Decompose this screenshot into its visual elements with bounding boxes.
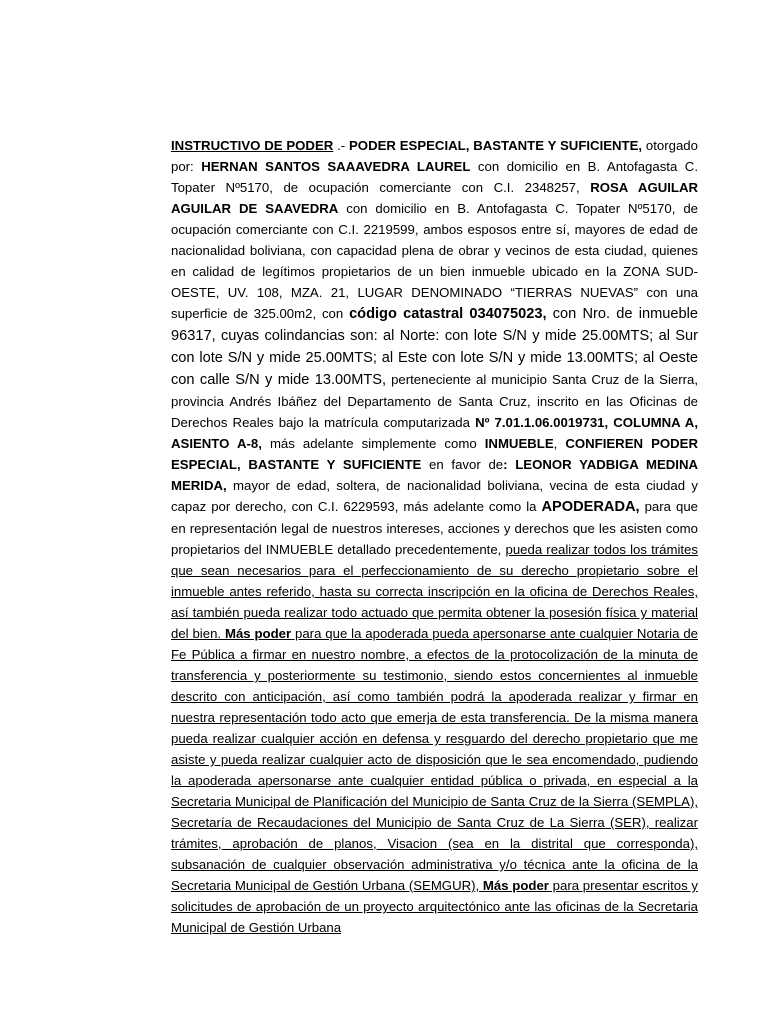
text-segment: para que en representación legal de nuestros intereses, acciones y derechos que les asisten como propietarios del INMUEBLE detallado precedentemente, [171, 499, 698, 557]
text-segment: PODER ESPECIAL, BASTANTE Y SUFICIENTE, [349, 138, 643, 153]
text-segment: pueda realizar todos los trámites que sean necesarios para el perfeccionamiento de su derecho propietario sobre el inmueble antes referido, hasta su correcta inscripción en la oficina de Derechos Reales, así también pueda realizar todo actuado que permita obtener la posesión física y material del bien. [171, 542, 698, 641]
text-segment: : LEONOR YADBIGA MEDINA MERIDA, [171, 457, 698, 493]
text-segment: INMUEBLE [484, 436, 554, 451]
text-segment: con domicilio en B. Antofagasta C. Topater Nº5170, de ocupación comerciante con C.I. 2219599, ambos esposos entre sí, mayores de edad de nacionalidad boliviana, con capacidad plena de obrar y vecinos de esta ciudad, quienes en calidad de legítimos propietarios de un bien inmueble ubicado en la ZONA SUD-OESTE, UV. 108, MZA. 21, LUGAR DENOMINADO “TIERRAS NUEVAS” con una superficie de 325.00m2, con [171, 201, 698, 321]
text-segment: código catastral 034075023, [349, 306, 547, 322]
text-segment: perteneciente al municipio Santa Cruz de la Sierra, provincia Andrés Ibáñez del Departamento de Santa Cruz, inscrito en las Oficinas de Derechos Reales bajo la matrícula computarizada [171, 372, 698, 430]
text-segment: otorgado por: [171, 138, 698, 174]
text-segment: .- [333, 138, 350, 153]
text-segment: Más poder [482, 878, 549, 893]
text-segment: mayor de edad, soltera, de nacionalidad boliviana, vecina de esta ciudad y capaz por derecho, con C.I. 6229593, más adelante como la [171, 478, 698, 514]
text-segment: APODERADA, [541, 499, 640, 515]
text-segment: , [553, 436, 566, 451]
text-segment: ROSA AGUILAR AGUILAR DE SAAVEDRA [171, 180, 698, 216]
text-segment: Nº 7.01.1.06.0019731, COLUMNA A, ASIENTO A-8, [171, 415, 698, 451]
text-segment: con Nro. de inmueble 96317, cuyas colindancias son: al Norte: con lote S/N y mide 25.00MTS; al Sur con lote S/N y mide 25.00MTS; al Este con lote S/N y mide 13.00MTS; al Oeste con calle S/N y mide 13.00MTS, [171, 306, 698, 388]
text-segment: CONFIEREN PODER ESPECIAL, BASTANTE Y SUFICIENTE [171, 436, 698, 472]
text-segment: con domicilio en B. Antofagasta C. Topater Nº5170, de ocupación comerciante con C.I. 2348257, [171, 159, 698, 195]
text-segment: Más poder [224, 626, 292, 641]
document-body [171, 135, 698, 938]
text-segment: HERNAN SANTOS SAAAVEDRA LAUREL [201, 159, 471, 174]
text-segment: para que la apoderada pueda apersonarse ante cualquier Notaria de Fe Pública a firmar en nuestro nombre, a efectos de la protocolización de la minuta de transferencia y posteriormente su testimonio, siendo estos concernientes al inmueble descrito con anticipación, así como también podrá la apoderada realizar y firmar en nuestra representación todo acto que emerja de esta transferencia. De la misma manera pueda realizar cualquier acción en defensa y resguardo del derecho propietario que me asiste y pueda realizar cualquier acto de disposición que le sea encomendado, pudiendo la apoderada apersonarse ante cualquier entidad pública o privada, en especial a la Secretaria Municipal de Planificación del Municipio de Santa Cruz de la Sierra (SEMPLA), Secretaría de Recaudaciones del Municipio de Santa Cruz de La Sierra (SER), realizar trámites, aprobación de planos, Visacion (sea en la distrital que corresponda), subsanación de cualquier observación administrativa y/o técnica ante la oficina de la Secretaria Municipal de Gestión Urbana (SEMGUR), [171, 626, 698, 893]
text-segment: INSTRUCTIVO DE PODER [171, 138, 334, 153]
text-segment: más adelante simplemente como [261, 436, 485, 451]
text-segment: en favor de [421, 457, 504, 472]
text-segment: para presentar escritos y solicitudes de aprobación de un proyecto arquitectónico ante las oficinas de la Secretaria Municipal de Gestión Urbana [171, 878, 699, 935]
